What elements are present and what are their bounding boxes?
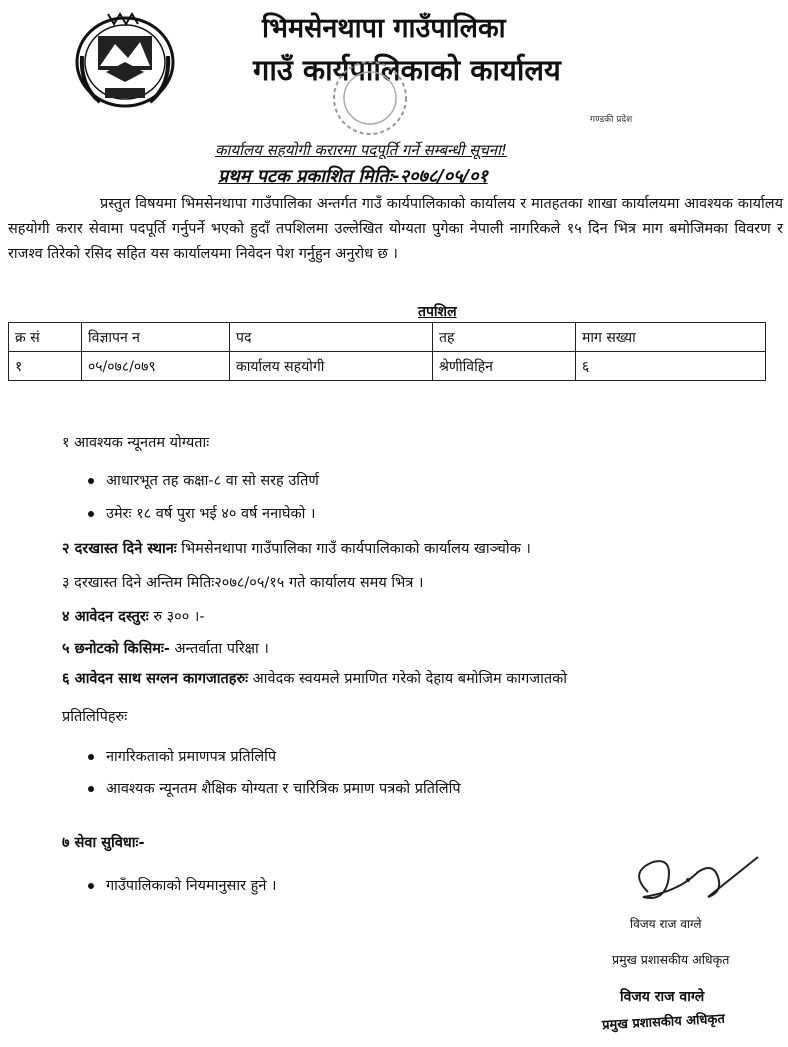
list-item: आधारभूत तह कक्षा-८ वा सो सरह उतिर्ण (88, 470, 319, 490)
section-qualification: १ आवश्यक न्यूनतम योग्यताः (62, 435, 210, 451)
officer-title: प्रमुख प्रशासकीय अधिकृत (612, 952, 730, 967)
section-fee: ४ आवेदन दस्तुरः रु ३०० ।- (62, 609, 205, 625)
table-cell: ०५/०७८/०७९ (82, 352, 230, 381)
header-cell: तह (433, 323, 576, 352)
handwritten-signature (618, 852, 778, 912)
list-item: उमेरः १८ वर्ष पुरा भई ४० वर्ष ननाघेको । (88, 503, 315, 523)
table-cell: कार्यालय सहयोगी (230, 352, 433, 381)
office-name: गाउँ कार्यपालिकाको कार्यालय (253, 53, 561, 87)
table-caption: तपशिल (418, 304, 457, 320)
section-deadline: ३ दरखास्त दिने अन्तिम मितिः२०७८/०५/१५ गते कार्यालय समय भित्र । (62, 575, 424, 591)
section-facilities: ७ सेवा सुविधाः- (62, 835, 145, 851)
list-item: नागरिकताको प्रमाणपत्र प्रतिलिपि (88, 746, 276, 766)
office-stamp (300, 58, 440, 138)
table-cell: ६ (576, 352, 766, 381)
stamp-officer-title: प्रमुख प्रशासकीय अधिकृत (601, 1011, 726, 1034)
table-cell: श्रेणीविहिन (433, 352, 576, 381)
municipality-name: भिमसेनथापा गाउँपालिका (262, 13, 506, 44)
table-cell: १ (9, 352, 82, 381)
table-header-row (9, 323, 766, 352)
municipality-emblem (70, 6, 180, 114)
notice-title: कार्यालय सहयोगी करारमा पदपूर्ति गर्ने सम्बन्धी सूचना! (215, 141, 507, 159)
section-selection: ५ छनोटको किसिमः- अन्तर्वाता परिक्षा । (62, 641, 269, 657)
list-item: आवश्यक न्यूनतम शैक्षिक योग्यता र चारित्रिक प्रमाण पत्रको प्रतिलिपि (88, 778, 461, 798)
header-cell: पद (230, 323, 433, 352)
header-cell: विज्ञापन न (82, 323, 230, 352)
first-published-date: प्रथम पटक प्रकाशित मितिः-२०७८/०५/०१ (218, 166, 488, 187)
section-application-place: २ दरखास्त दिने स्थानः भिमसेनथापा गाउँपालिका गाउँ कार्यपालिकाको कार्यालय खाञ्चोक । (62, 541, 531, 557)
officer-name: विजय राज वाग्ले (630, 917, 702, 931)
section-documents: ६ आवेदन साथ सग्लन कागजातहरुः आवेदक स्वयमले प्रमाणित गरेको देहाय बमोजिम कागजातको (62, 671, 568, 687)
list-item: गाउँपालिकाको नियमानुसार हुने । (88, 875, 276, 895)
province-label: गण्डकी प्रदेश (590, 115, 633, 125)
header-cell: क्र सं (9, 323, 82, 352)
notice-intro: प्रस्तुत विषयमा भिमसेनथापा गाउँपालिका अन्तर्गत गाउँ कार्यपालिकाको कार्यालय र मातहतका शाखा कार्यालयमा आवश्यक कार्यालय सहयोगी करार सेवामा पदपूर्ति गर्नुपर्ने भएको हुदाँ तपशिलमा उल्लेखित योग्यता पुगेका नेपाली नागरिकले १५ दिन भित्र माग बमोजिमका विवरण र राजश्व तिरेको रसिद सहित यस कार्यालयमा निवेदन पेश गर्नुहुन अनुरोध छ । (8, 196, 783, 262)
table-row (9, 352, 766, 381)
header-cell: माग सख्या (576, 323, 766, 352)
section-documents-cont: प्रतिलिपिहरुः (62, 709, 128, 725)
vacancy-table (8, 322, 766, 381)
stamp-officer-name: विजय राज वाग्ले (620, 989, 705, 1005)
